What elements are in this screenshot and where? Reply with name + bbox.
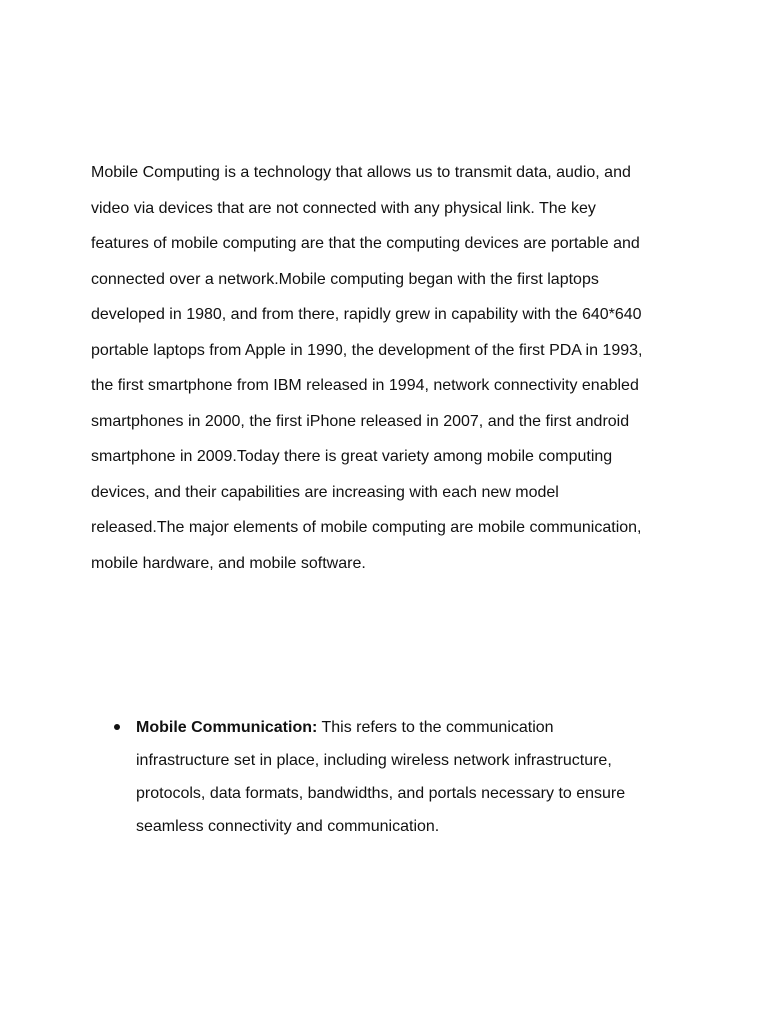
bullet-line: protocols, data formats, bandwidths, and portals necessary to ensure bbox=[136, 785, 626, 802]
intro-line: developed in 1980, and from there, rapidly grew in capability with the 640*640 bbox=[91, 306, 642, 323]
bullet-line: infrastructure set in place, including wireless network infrastructure, bbox=[136, 752, 612, 769]
intro-line: video via devices that are not connected with any physical link. The key bbox=[91, 199, 596, 217]
intro-line: the first smartphone from IBM released in 1994, network connectivity enabled bbox=[91, 377, 639, 394]
bullet-list bbox=[108, 711, 678, 843]
intro-line: smartphones in 2000, the first iPhone released in 2007, and the first android bbox=[91, 412, 630, 430]
intro-line: portable laptops from Apple in 1990, the development of the first PDA in 1993, bbox=[91, 341, 643, 359]
bullet-line: seamless connectivity and communication. bbox=[136, 818, 440, 835]
bullet-first-line bbox=[136, 711, 678, 744]
intro-line: mobile hardware, and mobile software. bbox=[91, 554, 366, 572]
bullet-text: This refers to the communication bbox=[317, 719, 554, 736]
bullet-icon bbox=[114, 724, 120, 730]
intro-line: smartphone in 2009.Today there is great variety among mobile computing bbox=[91, 448, 613, 465]
intro-line: features of mobile computing are that the computing devices are portable and bbox=[91, 235, 640, 252]
intro-line: Mobile Computing is a technology that allows us to transmit data, audio, and bbox=[91, 164, 631, 181]
intro-line: released.The major elements of mobile computing are mobile communication, bbox=[91, 519, 642, 536]
intro-paragraph bbox=[91, 155, 691, 581]
bullet-term: Mobile Communication: bbox=[136, 719, 318, 736]
intro-line: connected over a network.Mobile computing began with the first laptops bbox=[91, 270, 599, 288]
intro-line: devices, and their capabilities are increasing with each new model bbox=[91, 483, 559, 501]
list-item bbox=[108, 711, 678, 843]
